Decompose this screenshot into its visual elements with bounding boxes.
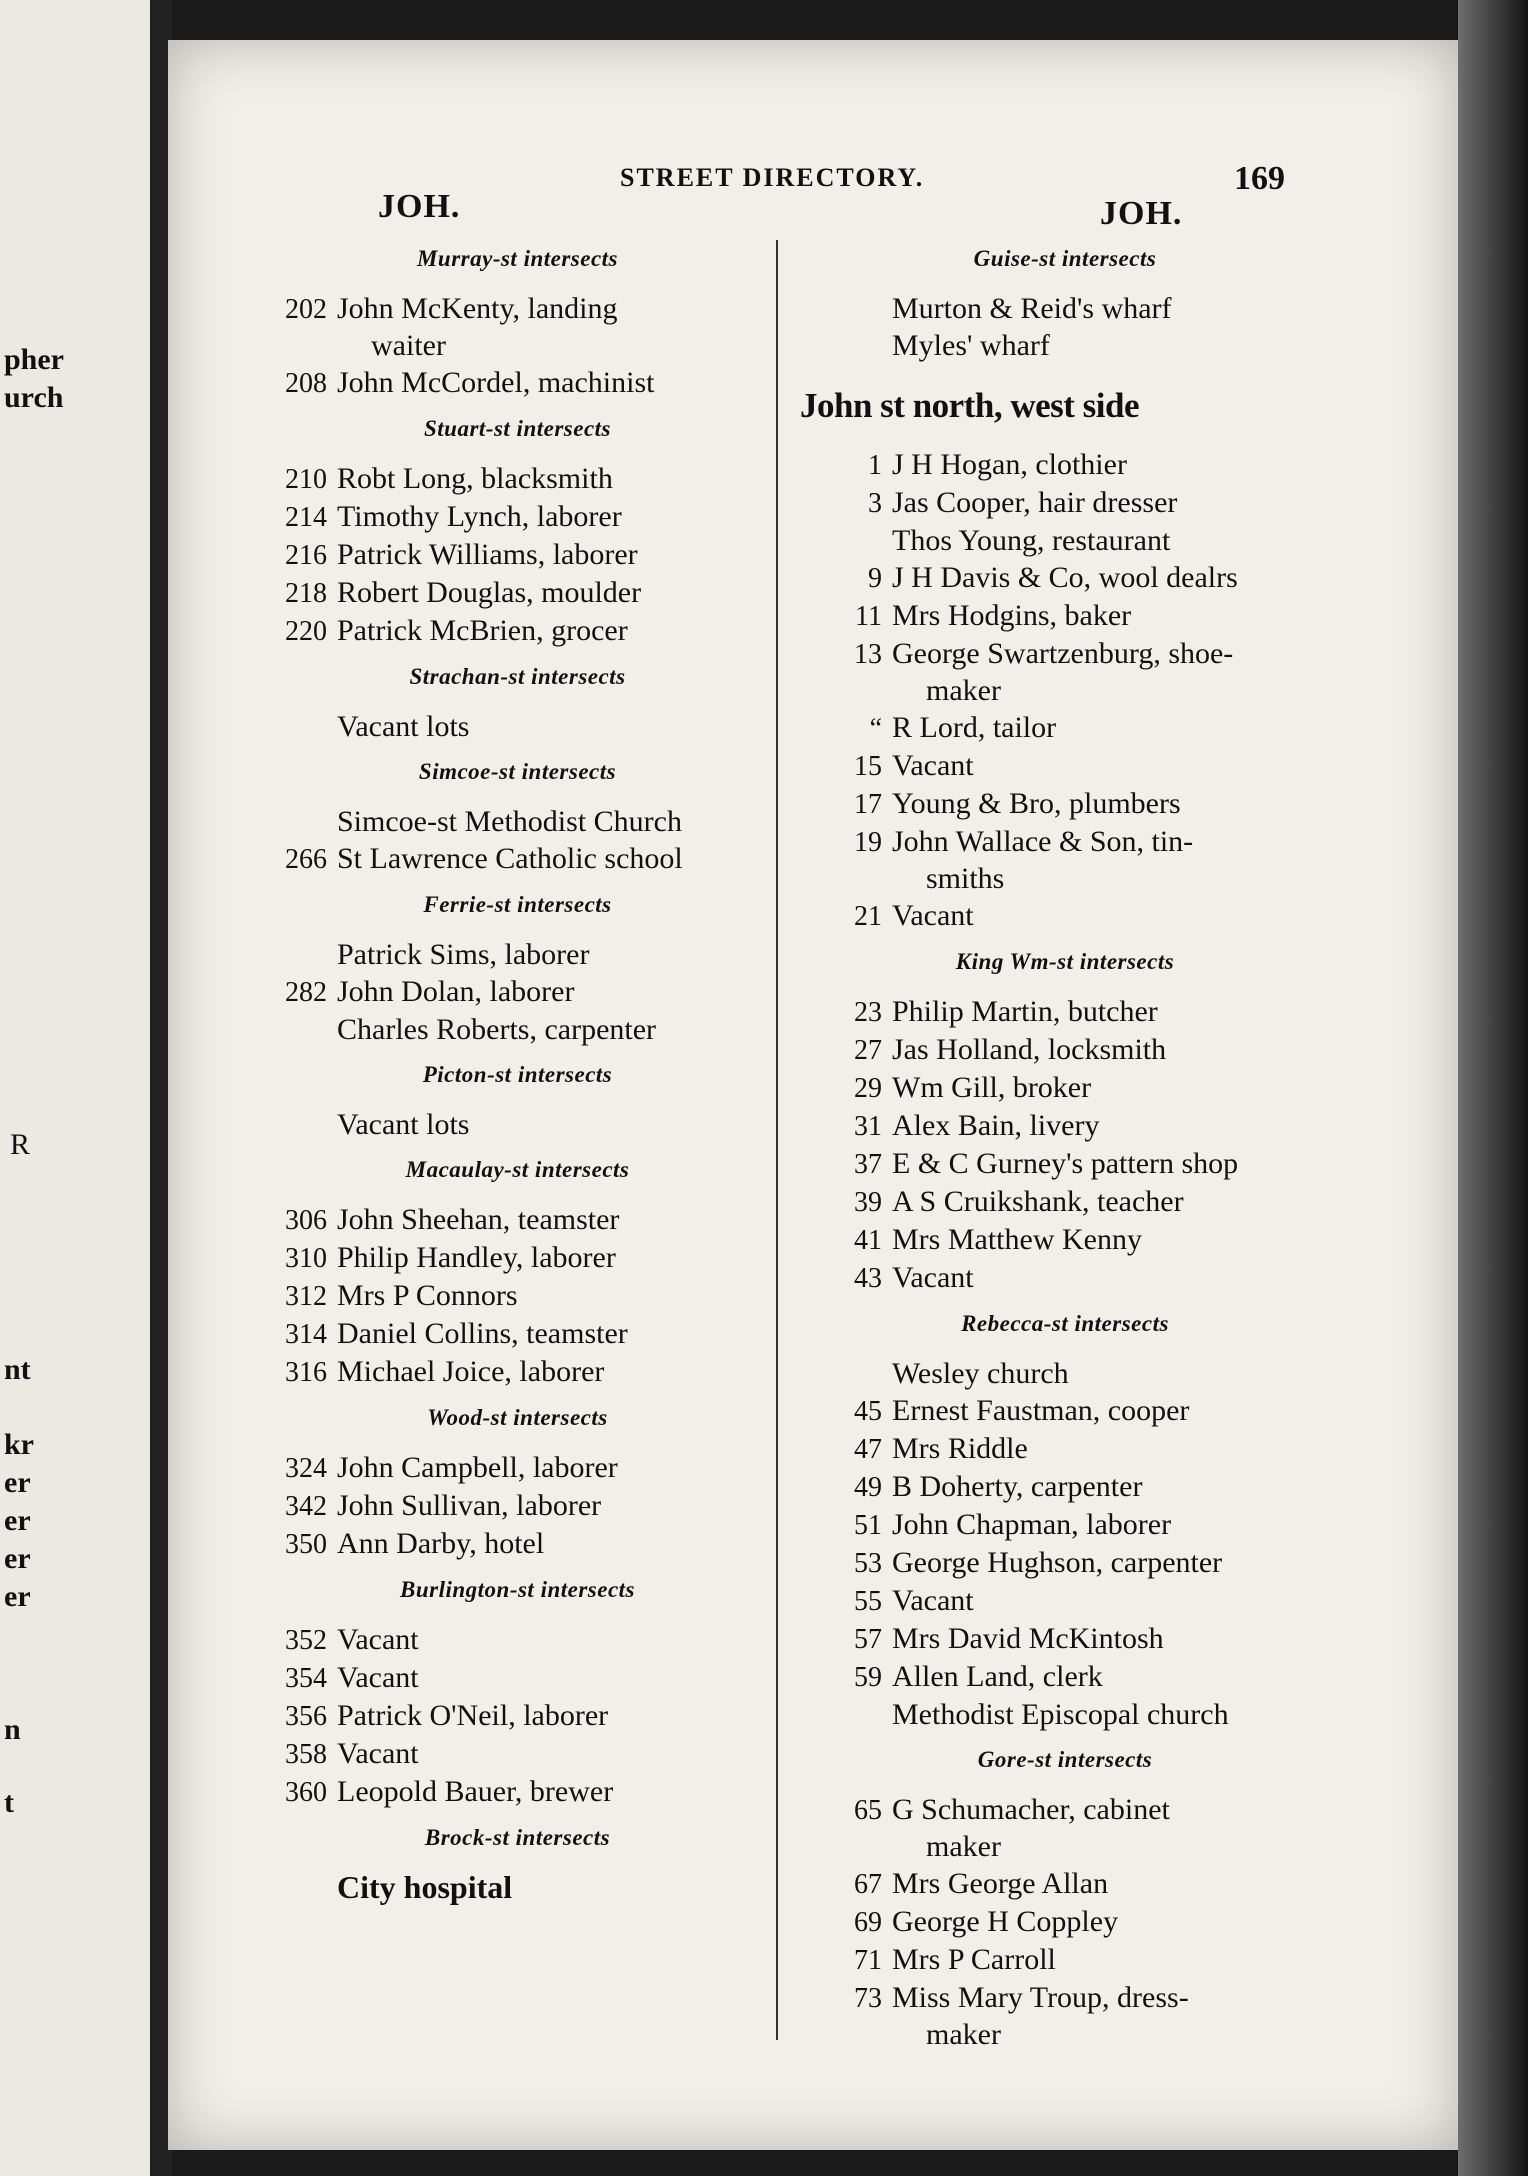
directory-entry xyxy=(820,1221,1310,1259)
street-number: 11 xyxy=(855,601,882,632)
intersect-heading: Guise-st intersects xyxy=(973,246,1157,271)
directory-entry xyxy=(820,635,1310,709)
entry-name: E & C Gurney's pattern shop xyxy=(892,1147,1239,1180)
entry-name: Daniel Collins, teamster xyxy=(337,1317,628,1350)
street-number: 342 xyxy=(285,1491,327,1522)
prev-page-fragment: er xyxy=(4,1504,31,1537)
directory-entry xyxy=(820,1069,1310,1107)
directory-entry xyxy=(820,1791,1310,1865)
street-number: 314 xyxy=(285,1319,327,1350)
street-number: 266 xyxy=(285,844,327,875)
entry-name: Jas Cooper, hair dresser xyxy=(892,486,1178,519)
entry-continuation: smiths xyxy=(926,862,1005,895)
directory-entry xyxy=(265,612,770,650)
street-number: 350 xyxy=(285,1529,327,1560)
street-number: 358 xyxy=(285,1739,327,1770)
directory-entry xyxy=(265,1315,770,1353)
directory-entry xyxy=(820,597,1310,635)
intersect-heading: Macaulay-st intersects xyxy=(405,1157,630,1182)
entry-name: Mrs P Connors xyxy=(337,1279,518,1312)
street-number: 55 xyxy=(854,1586,882,1617)
street-number: 324 xyxy=(285,1453,327,1484)
entry-name: Patrick Sims, laborer xyxy=(337,938,590,971)
intersect-heading: Picton-st intersects xyxy=(422,1062,613,1087)
entry-name: Vacant xyxy=(337,1737,419,1770)
directory-entry xyxy=(265,536,770,574)
entry-name: Leopold Bauer, brewer xyxy=(337,1775,614,1808)
directory-entry xyxy=(265,1011,770,1048)
entry-name: George Swartzenburg, shoe- xyxy=(892,637,1234,670)
street-number: 67 xyxy=(854,1869,882,1900)
street-number: 57 xyxy=(854,1624,882,1655)
street-number: 31 xyxy=(854,1111,882,1142)
left-column xyxy=(265,232,770,1906)
directory-entry xyxy=(820,1979,1310,2053)
directory-entry xyxy=(820,785,1310,823)
running-head: STREET DIRECTORY. xyxy=(620,163,925,192)
entry-name: B Doherty, carpenter xyxy=(892,1470,1143,1503)
street-number: 210 xyxy=(285,464,327,495)
intersect-heading: Strachan-st intersects xyxy=(409,664,626,689)
street-number: 71 xyxy=(854,1945,882,1976)
directory-entry xyxy=(820,1183,1310,1221)
entry-name: Allen Land, clerk xyxy=(892,1660,1103,1693)
intersect-heading: King Wm-st intersects xyxy=(955,949,1175,974)
page-edge-shadow xyxy=(1458,0,1528,2176)
left-column-abbr: JOH. xyxy=(378,188,461,225)
street-number: 354 xyxy=(285,1663,327,1694)
entry-name: Patrick McBrien, grocer xyxy=(337,614,628,647)
entry-continuation: maker xyxy=(926,1830,1001,1863)
intersect-heading: Brock-st intersects xyxy=(424,1825,611,1850)
directory-entry xyxy=(265,1735,770,1773)
directory-entry xyxy=(820,327,1310,364)
entry-name: St Lawrence Catholic school xyxy=(337,842,683,875)
street-number: 23 xyxy=(854,997,882,1028)
directory-entry xyxy=(265,1697,770,1735)
directory-entry xyxy=(265,973,770,1011)
entry-name: Patrick O'Neil, laborer xyxy=(337,1699,609,1732)
street-number: 15 xyxy=(854,751,882,782)
intersect-heading: Ferrie-st intersects xyxy=(423,892,612,917)
street-number: 3 xyxy=(868,488,882,519)
entry-name: Murton & Reid's wharf xyxy=(892,292,1172,325)
directory-entry xyxy=(820,823,1310,897)
street-number: 45 xyxy=(854,1396,882,1427)
directory-entry xyxy=(265,574,770,612)
prev-page-fragment: er xyxy=(4,1580,31,1613)
entry-name: Wm Gill, broker xyxy=(892,1071,1092,1104)
entry-name: John Dolan, laborer xyxy=(337,975,575,1008)
directory-entry xyxy=(265,1449,770,1487)
directory-entry xyxy=(265,1277,770,1315)
entry-name: Patrick Williams, laborer xyxy=(337,538,638,571)
prev-page-fragment: nt xyxy=(4,1353,31,1386)
street-number: 202 xyxy=(285,294,327,325)
entry-name: Mrs Hodgins, baker xyxy=(892,599,1132,632)
street-number: “ xyxy=(869,713,882,744)
entry-name: Miss Mary Troup, dress- xyxy=(892,1981,1189,2014)
directory-entry xyxy=(265,936,770,973)
directory-entry xyxy=(265,1201,770,1239)
entry-name: Mrs P Carroll xyxy=(892,1943,1056,1976)
directory-entry xyxy=(820,1259,1310,1297)
entry-continuation: maker xyxy=(926,2018,1001,2051)
directory-entry xyxy=(820,897,1310,935)
street-number: 316 xyxy=(285,1357,327,1388)
street-number: 21 xyxy=(854,901,882,932)
directory-entry xyxy=(265,1659,770,1697)
directory-entry xyxy=(265,708,770,745)
directory-entry xyxy=(265,460,770,498)
street-number: 352 xyxy=(285,1625,327,1656)
entry-name: Wesley church xyxy=(892,1357,1069,1390)
directory-entry xyxy=(265,1525,770,1563)
directory-entry xyxy=(820,559,1310,597)
directory-entry xyxy=(265,498,770,536)
directory-entry xyxy=(820,1145,1310,1183)
entry-name: Michael Joice, laborer xyxy=(337,1355,605,1388)
street-number: 360 xyxy=(285,1777,327,1808)
entry-name: Simcoe-st Methodist Church xyxy=(337,805,682,838)
street-number: 53 xyxy=(854,1548,882,1579)
entry-name: Vacant xyxy=(337,1661,419,1694)
street-number: 356 xyxy=(285,1701,327,1732)
directory-entry xyxy=(820,522,1310,559)
entry-name: Philip Handley, laborer xyxy=(337,1241,616,1274)
entry-name: Alex Bain, livery xyxy=(892,1109,1100,1142)
entry-name: Vacant lots xyxy=(337,1108,470,1141)
directory-entry xyxy=(265,290,770,364)
street-number: 13 xyxy=(854,639,882,670)
directory-entry xyxy=(820,290,1310,327)
directory-entry xyxy=(820,1430,1310,1468)
street-number: 43 xyxy=(854,1263,882,1294)
entry-name: John Sullivan, laborer xyxy=(337,1489,602,1522)
entry-name: Myles' wharf xyxy=(892,329,1050,362)
entry-name: Ernest Faustman, cooper xyxy=(892,1394,1190,1427)
entry-name: Robt Long, blacksmith xyxy=(337,462,613,495)
directory-entry xyxy=(265,1239,770,1277)
prev-page-fragment: er xyxy=(4,1542,31,1575)
prev-page-fragment: R xyxy=(10,1128,31,1161)
street-number: 27 xyxy=(854,1035,882,1066)
prev-page-fragment: er xyxy=(4,1466,31,1499)
entry-name: J H Hogan, clothier xyxy=(892,448,1127,481)
entry-name: City hospital xyxy=(337,1869,513,1905)
entry-name: Young & Bro, plumbers xyxy=(892,787,1181,820)
directory-entry xyxy=(820,1468,1310,1506)
street-number: 47 xyxy=(854,1434,882,1465)
entry-name: Vacant xyxy=(337,1623,419,1656)
entry-name: Jas Holland, locksmith xyxy=(892,1033,1167,1066)
entry-name: Vacant xyxy=(892,1261,974,1294)
directory-entry xyxy=(820,1544,1310,1582)
directory-entry xyxy=(265,1106,770,1143)
directory-entry xyxy=(820,1392,1310,1430)
street-number: 51 xyxy=(854,1510,882,1541)
previous-page-edge xyxy=(0,0,150,2176)
entry-name: Vacant xyxy=(892,749,974,782)
street-number: 216 xyxy=(285,540,327,571)
directory-entry xyxy=(820,1506,1310,1544)
directory-entry xyxy=(820,1696,1310,1733)
entry-name: Mrs George Allan xyxy=(892,1867,1109,1900)
entry-name: J H Davis & Co, wool dealrs xyxy=(892,561,1238,594)
entry-name: Vacant xyxy=(892,899,974,932)
directory-entry xyxy=(820,1355,1310,1392)
street-number: 41 xyxy=(854,1225,882,1256)
entry-name: Philip Martin, butcher xyxy=(892,995,1158,1028)
street-number: 59 xyxy=(854,1662,882,1693)
intersect-heading: Simcoe-st intersects xyxy=(418,759,617,784)
directory-entry xyxy=(820,1941,1310,1979)
entry-name: Robert Douglas, moulder xyxy=(337,576,642,609)
street-number: 310 xyxy=(285,1243,327,1274)
directory-entry xyxy=(265,1621,770,1659)
street-number: 214 xyxy=(285,502,327,533)
directory-entry xyxy=(820,1107,1310,1145)
street-number: 312 xyxy=(285,1281,327,1312)
entry-name: John McCordel, machinist xyxy=(337,366,655,399)
entry-name: Timothy Lynch, laborer xyxy=(337,500,622,533)
street-number: 37 xyxy=(854,1149,882,1180)
intersect-heading: Rebecca-st intersects xyxy=(961,1311,1169,1336)
directory-entry xyxy=(265,1353,770,1391)
page-number: 169 xyxy=(1234,160,1285,197)
prev-page-fragment: n xyxy=(4,1713,21,1746)
directory-entry xyxy=(265,1869,770,1906)
street-number: 73 xyxy=(854,1983,882,2014)
directory-entry xyxy=(265,803,770,840)
entry-name: John Sheehan, teamster xyxy=(337,1203,620,1236)
entry-name: A S Cruikshank, teacher xyxy=(892,1185,1184,1218)
entry-name: Charles Roberts, carpenter xyxy=(337,1013,657,1046)
entry-name: George H Coppley xyxy=(892,1905,1119,1938)
entry-name: John Campbell, laborer xyxy=(337,1451,618,1484)
directory-entry xyxy=(265,364,770,402)
entry-name: John Chapman, laborer xyxy=(892,1508,1172,1541)
directory-entry xyxy=(265,1773,770,1811)
entry-name: Vacant xyxy=(892,1584,974,1617)
entry-name: Mrs Riddle xyxy=(892,1432,1028,1465)
street-number: 17 xyxy=(854,789,882,820)
street-number: 1 xyxy=(868,450,882,481)
street-number: 218 xyxy=(285,578,327,609)
street-number: 306 xyxy=(285,1205,327,1236)
street-number: 65 xyxy=(854,1795,882,1826)
directory-entry xyxy=(820,709,1310,747)
entry-name: John Wallace & Son, tin- xyxy=(892,825,1194,858)
directory-entry xyxy=(265,840,770,878)
street-number: 220 xyxy=(285,616,327,647)
entry-continuation: maker xyxy=(926,674,1001,707)
directory-entry xyxy=(820,1865,1310,1903)
entry-name: G Schumacher, cabinet xyxy=(892,1793,1170,1826)
intersect-heading: Gore-st intersects xyxy=(977,1747,1153,1772)
entry-name: Mrs Matthew Kenny xyxy=(892,1223,1142,1256)
entry-name: R Lord, tailor xyxy=(892,711,1057,744)
directory-entry xyxy=(820,747,1310,785)
street-number: 49 xyxy=(854,1472,882,1503)
directory-entry xyxy=(820,1620,1310,1658)
directory-entry xyxy=(820,446,1310,484)
street-number: 282 xyxy=(285,977,327,1008)
street-number: 19 xyxy=(854,827,882,858)
intersect-heading: Stuart-st intersects xyxy=(423,416,611,441)
entry-name: Ann Darby, hotel xyxy=(337,1527,545,1560)
street-number: 39 xyxy=(854,1187,882,1218)
street-section-heading: John st north, west side xyxy=(800,386,1140,425)
entry-name: John McKenty, landing xyxy=(337,292,618,325)
directory-entry xyxy=(820,1031,1310,1069)
directory-entry xyxy=(820,1658,1310,1696)
directory-entry xyxy=(820,993,1310,1031)
directory-entry xyxy=(820,1903,1310,1941)
street-number: 208 xyxy=(285,368,327,399)
directory-entry xyxy=(820,484,1310,522)
intersect-heading: Burlington-st intersects xyxy=(399,1577,636,1602)
intersect-heading: Murray-st intersects xyxy=(416,246,619,271)
directory-entry xyxy=(265,1487,770,1525)
entry-name: George Hughson, carpenter xyxy=(892,1546,1223,1579)
entry-name: Vacant lots xyxy=(337,710,470,743)
prev-page-fragment: kr xyxy=(4,1428,34,1461)
intersect-heading: Wood-st intersects xyxy=(427,1405,608,1430)
entry-name: Thos Young, restaurant xyxy=(892,524,1171,557)
prev-page-fragment: urch xyxy=(4,381,64,414)
column-divider xyxy=(776,240,778,2040)
street-number: 29 xyxy=(854,1073,882,1104)
prev-page-fragment: t xyxy=(4,1786,14,1819)
street-number: 9 xyxy=(868,563,882,594)
prev-page-fragment: pher xyxy=(4,343,64,376)
directory-entry xyxy=(820,1582,1310,1620)
entry-continuation: waiter xyxy=(371,329,446,362)
street-number: 69 xyxy=(854,1907,882,1938)
entry-name: Methodist Episcopal church xyxy=(892,1698,1229,1731)
right-column xyxy=(800,232,1310,2053)
entry-name: Mrs David McKintosh xyxy=(892,1622,1164,1655)
right-column-abbr: JOH. xyxy=(1100,195,1183,232)
